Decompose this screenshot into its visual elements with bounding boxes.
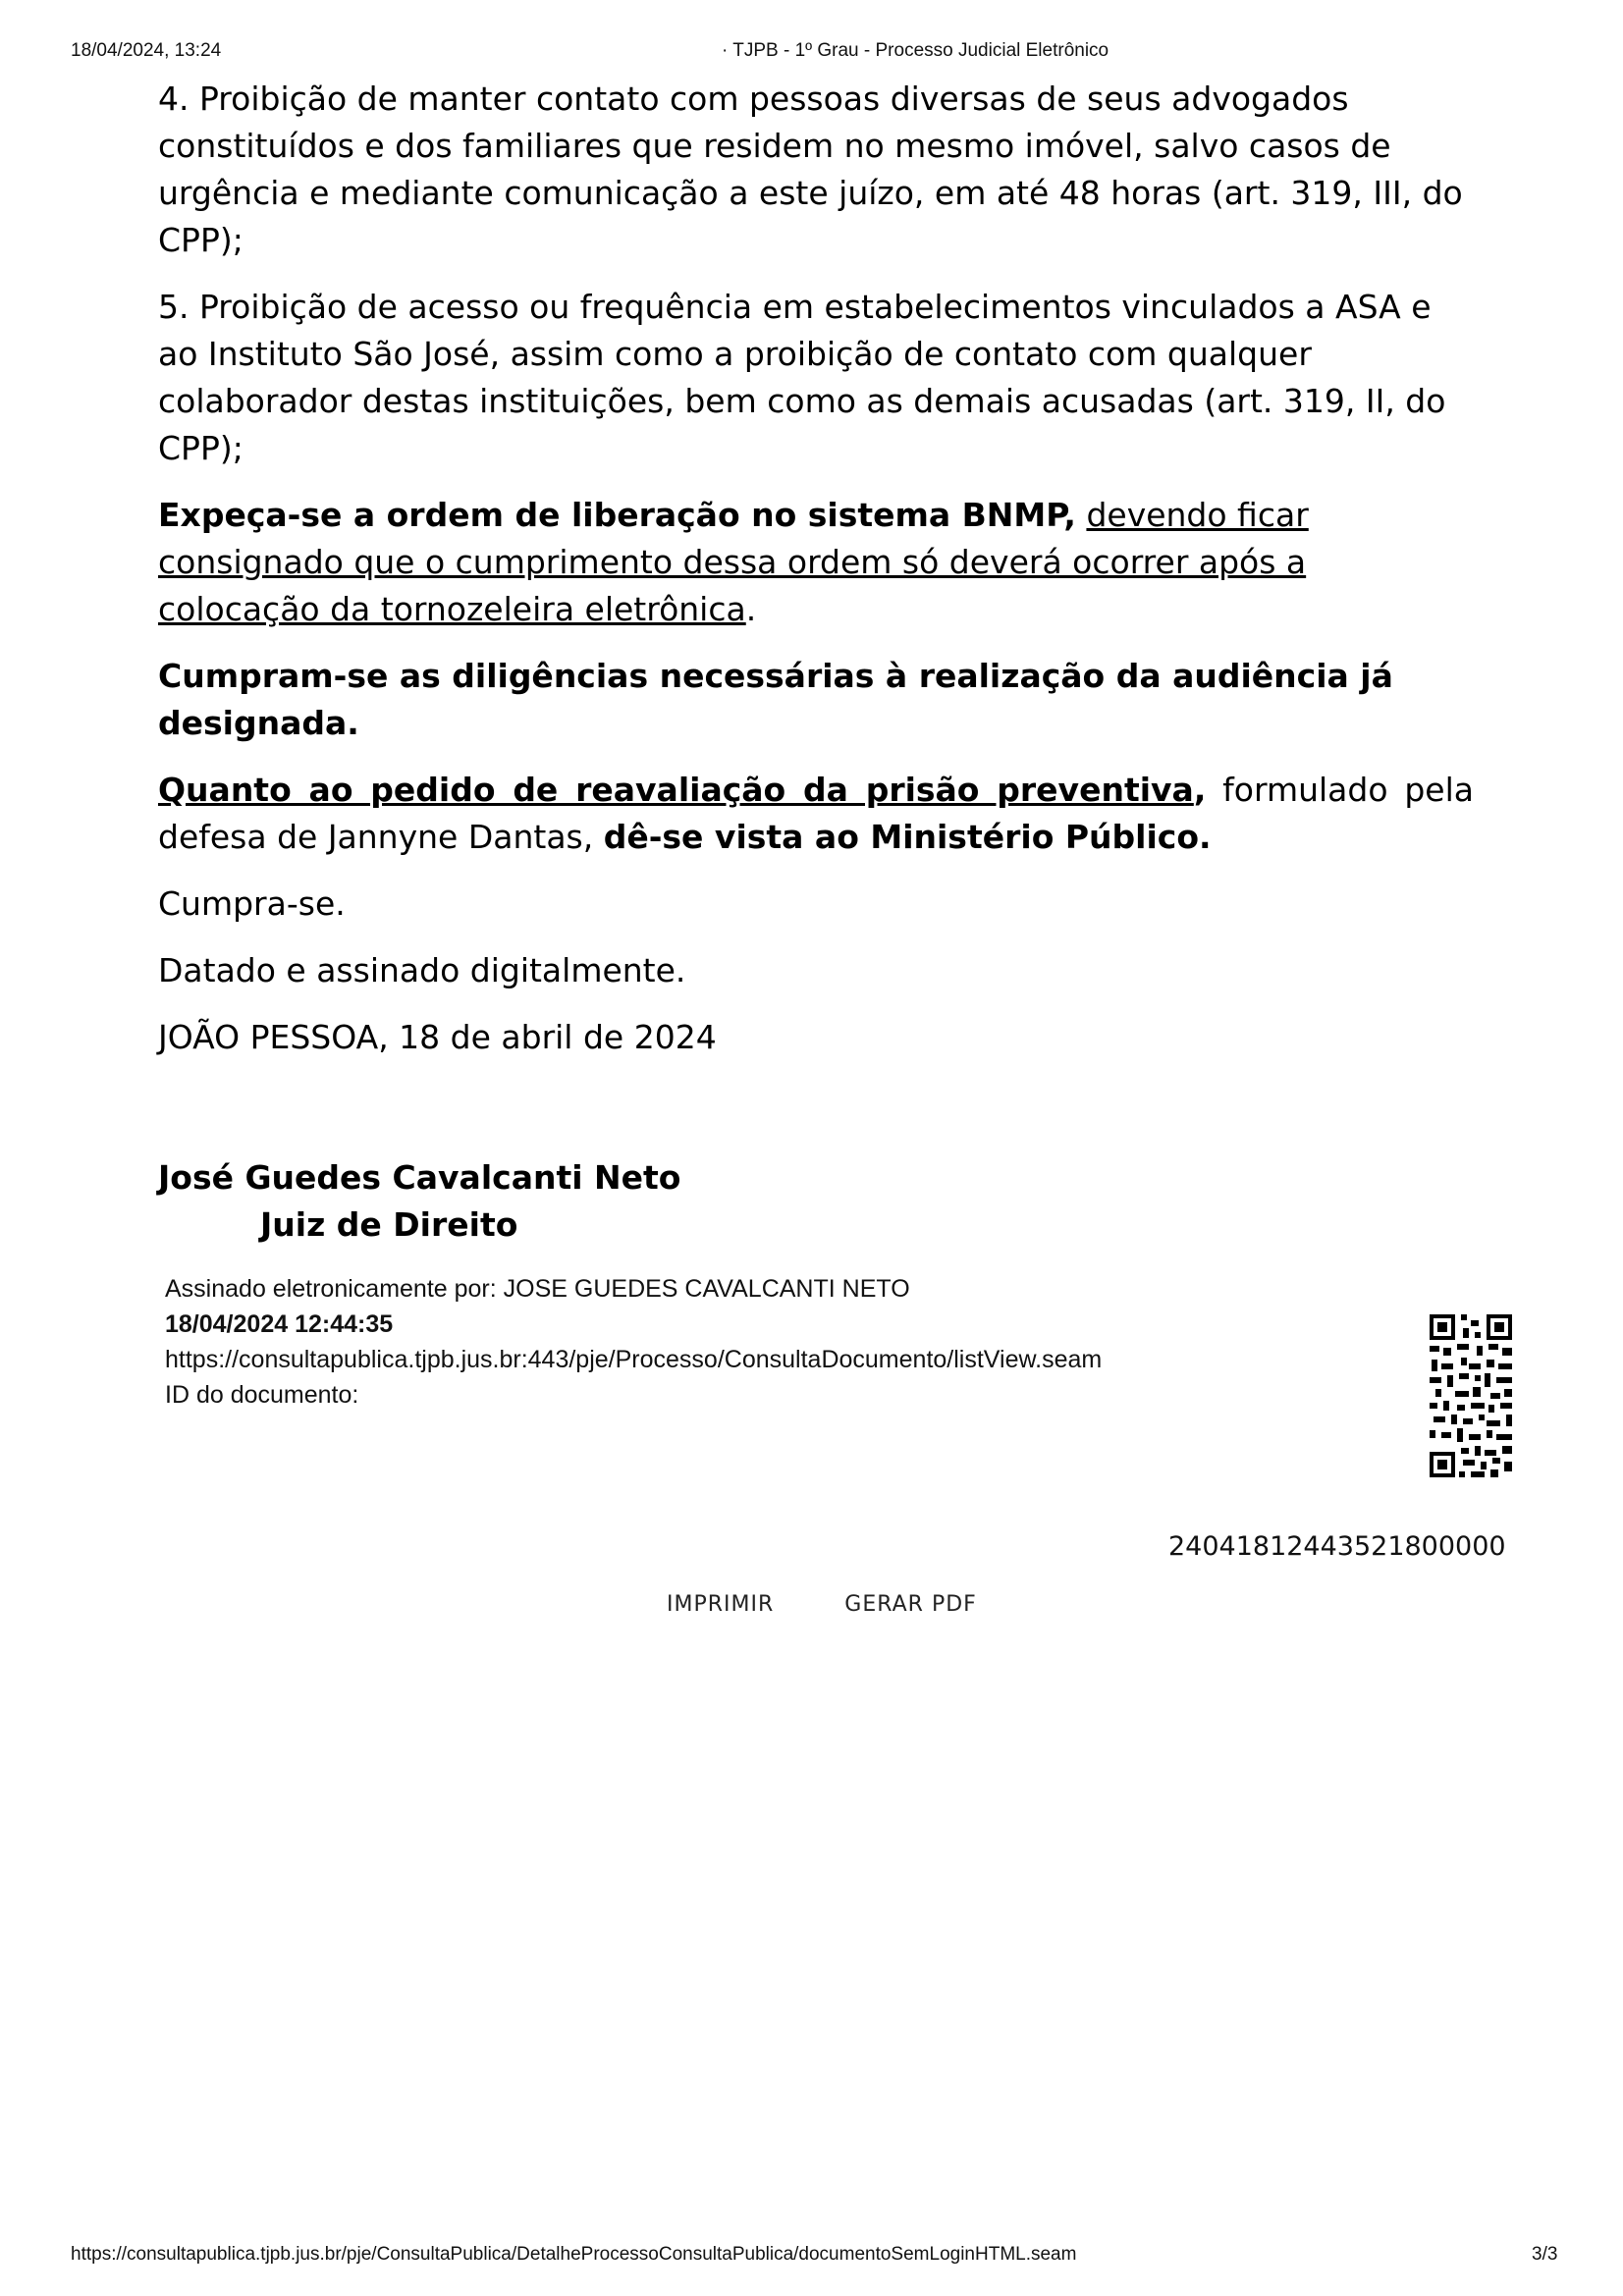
quanto-middle-text: formulado pela defesa de Jannyne Dantas, <box>158 771 1474 856</box>
signer-role: Juiz de Direito <box>260 1205 518 1244</box>
signer-name: José Guedes Cavalcanti Neto <box>158 1158 681 1197</box>
electronic-signature-info <box>165 1271 1102 1413</box>
action-links <box>667 1592 1040 1617</box>
expeca-underlined-text: devendo ficar consignado que o cumprimento dessa ordem só deverá ocorrer após a colocação da tornozeleira eletrônica <box>158 496 1309 628</box>
expeca-bold-text: Expeça-se a ordem de liberação no sistema BNMP, <box>158 496 1076 534</box>
paragraph-datado: Datado e assinado digitalmente. <box>158 951 686 989</box>
print-button[interactable]: IMPRIMIR <box>667 1592 775 1617</box>
document-id-label: ID do documento: <box>165 1381 359 1409</box>
signed-by-label: Assinado eletronicamente por: <box>165 1275 504 1303</box>
paragraph-quanto <box>158 767 1474 861</box>
paragraph-item-4: 4. Proibição de manter contato com pessoas diversas de seus advogados constituídos e dos familiares que residem no mesmo imóvel, salvo casos de urgência e mediante comunicação a este juízo, em até 48 horas (art. 319, III, do CPP); <box>158 80 1463 259</box>
footer-url: https://consultapublica.tjpb.jus.br/pje/ConsultaPublica/DetalheProcessoConsultaPublica/documentoSemLoginHTML.seam <box>71 2244 1077 2265</box>
signed-by-name: JOSE GUEDES CAVALCANTI NETO <box>503 1275 910 1303</box>
signature-block <box>158 1154 680 1249</box>
header-title: · TJPB - 1º Grau - Processo Judicial Eletrônico <box>722 40 1109 61</box>
signed-at: 18/04/2024 12:44:35 <box>165 1310 394 1338</box>
quanto-bold-underlined: Quanto ao pedido de reavaliação da prisão preventiva <box>158 771 1194 809</box>
verification-url: https://consultapublica.tjpb.jus.br:443/pje/Processo/ConsultaDocumento/listView.seam <box>165 1346 1103 1373</box>
generate-pdf-button[interactable]: GERAR PDF <box>844 1592 977 1617</box>
paragraph-cumpram: Cumpram-se as diligências necessárias à realização da audiência já designada. <box>158 657 1393 742</box>
document-number: 24041812443521800000 <box>1168 1531 1506 1562</box>
signed-by-line <box>165 1271 1102 1307</box>
document-body <box>158 76 1474 1081</box>
paragraph-local-date: JOÃO PESSOA, 18 de abril de 2024 <box>158 1018 717 1056</box>
quanto-comma: , <box>1193 771 1207 809</box>
quanto-bold-end: dê-se vista ao Ministério Público. <box>603 818 1212 856</box>
paragraph-item-5: 5. Proibição de acesso ou frequência em estabelecimentos vinculados a ASA e ao Instituto São José, assim como a proibição de contato com qualquer colaborador destas instituições, bem como as demais acusadas (art. 319, II, do CPP); <box>158 288 1446 467</box>
paragraph-expeca <box>158 492 1356 633</box>
header-datetime: 18/04/2024, 13:24 <box>71 40 222 61</box>
expeca-end: . <box>745 590 757 628</box>
qr-code-icon <box>1428 1312 1514 1479</box>
paragraph-cumpra: Cumpra-se. <box>158 884 346 923</box>
footer-page-number: 3/3 <box>1532 2244 1558 2265</box>
